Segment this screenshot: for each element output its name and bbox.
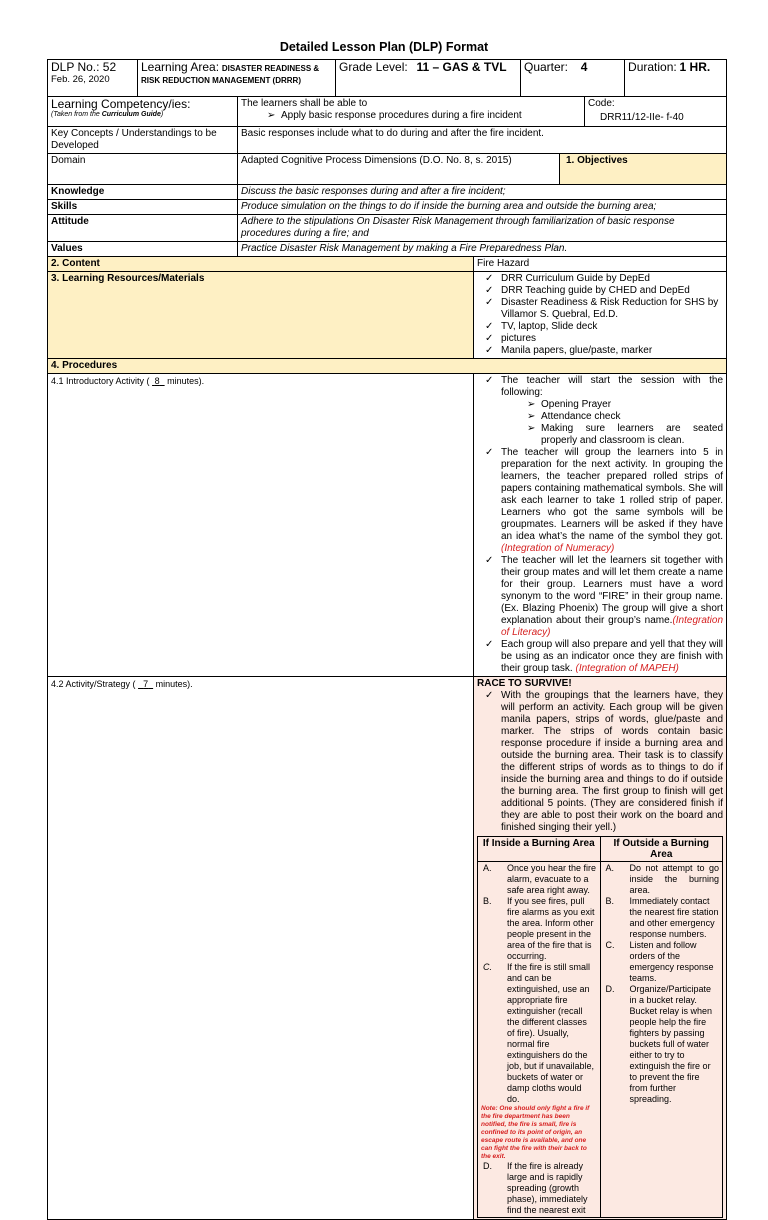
inside-item: C. If the fire is still small and can be extinguished, use an appropriate fire extinguisher (recall the different classes of fire). Usually, normal fire extinguishers do the job, but if unavailable, buckets of water or damp cloths would do. bbox=[483, 962, 595, 1104]
outside-item: D. Organize/Participate in a bucket relay. Bucket relay is when people help the fire fighters by passing buckets full of water either to try to extinguish the fire or to prevent the fire from further spreading. bbox=[605, 984, 713, 1104]
competency-source: (Taken from the Curriculum Guide) bbox=[51, 111, 164, 118]
resource-item: ✓ pictures bbox=[501, 333, 723, 345]
competency-value-cell bbox=[238, 97, 585, 127]
learning-area-label: Learning Area: bbox=[141, 60, 220, 74]
intro-sub-item: ➢ Making sure learners are seated properly and classroom is clean. bbox=[541, 423, 723, 447]
intro-activity-label: 4.1 Introductory Activity ( 8 minutes). bbox=[48, 374, 474, 677]
intro-step-naming: ✓ The teacher will let the learners sit together with their group mates and will let them create a name for their group. Learners must have a word synonym to the word “FIRE” in their group name.(Ex. Blazing Phoenix) The group will give a short explanation about their group’s name.(Integration of Literacy) bbox=[501, 555, 723, 639]
inside-item: D. If the fire is already large and is rapidly spreading (growth phase), immediately find the nearest exit bbox=[483, 1161, 588, 1215]
inside-header: If Inside a Burning Area bbox=[478, 837, 601, 862]
resources-heading: 3. Learning Resources/Materials bbox=[48, 272, 474, 359]
resource-item: ✓ Manila papers, glue/paste, marker bbox=[501, 345, 723, 357]
resource-item: ✓ Disaster Readiness & Risk Reduction for SHS by Villamor S. Quebral, Ed.D. bbox=[501, 297, 723, 321]
outside-item: A. Do not attempt to go inside the burning area. bbox=[605, 863, 720, 895]
key-concepts-label: Key Concepts / Understandings to be Developed bbox=[48, 127, 238, 154]
resource-item: ✓ DRR Teaching guide by CHED and DepEd bbox=[501, 285, 723, 297]
quarter-label: Quarter: bbox=[524, 60, 569, 74]
dlp-number: DLP No.: 52 bbox=[51, 60, 117, 74]
outside-item: C. Listen and follow orders of the emergency response teams. bbox=[605, 940, 714, 983]
outside-list bbox=[600, 862, 723, 1218]
competency-label-cell bbox=[48, 97, 238, 127]
dlp-table bbox=[47, 59, 727, 1220]
domain-value: Adapted Cognitive Process Dimensions (D.O. No. 8, s. 2015) bbox=[238, 154, 560, 185]
resources-list bbox=[477, 273, 723, 357]
objective-values-value: Practice Disaster Risk Management by making a Fire Preparedness Plan. bbox=[238, 242, 727, 257]
objective-attitude-label: Attitude bbox=[48, 215, 238, 242]
grade-level-value: 11 – GAS & TVL bbox=[416, 60, 507, 74]
intro-sub-item: ➢ Opening Prayer bbox=[541, 399, 723, 411]
intro-activity-body bbox=[474, 374, 727, 677]
response-table bbox=[477, 836, 723, 1218]
intro-step-yell: ✓ Each group will also prepare and yell that they will be using as an indicator once they are finish with their group task. (Integration of MAPEH) bbox=[501, 639, 723, 675]
code-value: DRR11/12-IIe- f-40 bbox=[600, 112, 684, 123]
objective-attitude-value: Adhere to the stipulations On Disaster Risk Management through familiarization of basic response procedures during a fire; and bbox=[238, 215, 727, 242]
activity-label: 4.2 Activity/Strategy ( 7 minutes). bbox=[48, 677, 474, 1220]
learning-area-cell bbox=[138, 60, 336, 97]
grade-level-cell bbox=[336, 60, 521, 97]
objective-values-label: Values bbox=[48, 242, 238, 257]
activity-description: ✓ With the groupings that the learners have, they will perform an activity. Each group will be given manila papers, strips of words, glue/paste and marker. The strips of words contain basic response procedure if inside a burning area and outside the burning area. Their task is to classify the different strips of words as to things to do if inside the burning area and things to do if outside the burning area. The first group to finish will get additional 5 points. (They are considered finish if they are able to post their work on the board and finished singing their yell.) bbox=[501, 690, 723, 834]
outside-header: If Outside a Burning Area bbox=[600, 837, 723, 862]
learning-area-value: DISASTER READINESS & RISK REDUCTION MANAGEMENT (DRRR) bbox=[141, 64, 320, 85]
outside-item: B. Immediately contact the nearest fire station and other emergency response numbers. bbox=[605, 896, 719, 939]
competency-label: Learning Competency/ies: bbox=[51, 97, 191, 111]
competency-intro: The learners shall be able to bbox=[241, 98, 368, 109]
quarter-cell bbox=[521, 60, 625, 97]
document-title: Detailed Lesson Plan (DLP) Format bbox=[279, 40, 489, 54]
objective-skills-label: Skills bbox=[48, 200, 238, 215]
resources-list-cell bbox=[474, 272, 727, 359]
activity-body bbox=[474, 677, 727, 1220]
objective-knowledge-value: Discuss the basic responses during and after a fire incident; bbox=[238, 185, 727, 200]
safety-note: Note: One should only fight a fire if the fire department has been notified, the fire is small, fire is confined to its point of origin, an escape route is available, and one can fight the fire with their back to the exit. bbox=[481, 1105, 590, 1160]
quarter-value: 4 bbox=[580, 60, 588, 74]
literacy-tag: (Integration of Literacy) bbox=[501, 615, 724, 638]
content-heading: 2. Content bbox=[48, 257, 474, 272]
duration-label: Duration: bbox=[628, 60, 677, 74]
resource-item: ✓ TV, laptop, Slide deck bbox=[501, 321, 723, 333]
intro-sub-item: ➢ Attendance check bbox=[541, 411, 723, 423]
mapeh-tag: (Integration of MAPEH) bbox=[575, 663, 679, 674]
inside-item: B. If you see fires, pull fire alarms as you exit the area. Inform other people present in the area of the fire that is occurring. bbox=[483, 896, 595, 961]
lesson-date: Feb. 26, 2020 bbox=[51, 74, 110, 85]
domain-label: Domain bbox=[48, 154, 238, 185]
objective-knowledge-label: Knowledge bbox=[48, 185, 238, 200]
numeracy-tag: (Integration of Numeracy) bbox=[501, 543, 615, 554]
procedures-heading: 4. Procedures bbox=[48, 359, 727, 374]
code-label: Code: bbox=[588, 98, 615, 109]
intro-step-start: ✓ The teacher will start the session with the following: ➢ Opening Prayer ➢ Attendance check ➢ Making sure learners are seated properly and classroom is clean. bbox=[501, 375, 723, 447]
code-cell bbox=[585, 97, 727, 127]
competency-item: ➢ Apply basic response procedures during a fire incident bbox=[281, 110, 581, 122]
inside-list bbox=[478, 862, 601, 1218]
duration-value: 1 HR. bbox=[679, 60, 711, 74]
inside-item: A. Once you hear the fire alarm, evacuate to a safe area right away. bbox=[483, 863, 597, 895]
activity-heading: RACE TO SURVIVE! bbox=[477, 678, 572, 689]
objective-skills-value: Produce simulation on the things to do if inside the burning area and outside the burning area; bbox=[238, 200, 727, 215]
key-concepts-value: Basic responses include what to do during and after the fire incident. bbox=[238, 127, 727, 154]
intro-step-grouping: ✓ The teacher will group the learners into 5 in preparation for the next activity. In grouping the learners, the teacher prepared rolled strips of papers containing mathematical symbols. She will ask each learner to take 1 rolled strip of paper. Learners who got the same symbols will be groupmates. Learners will be asked if they have an idea what’s the name of the symbol they got. (Integration of Numeracy) bbox=[501, 447, 723, 555]
objectives-heading: 1. Objectives bbox=[560, 154, 727, 185]
content-value: Fire Hazard bbox=[474, 257, 727, 272]
resource-item: ✓ DRR Curriculum Guide by DepEd bbox=[501, 273, 723, 285]
duration-cell bbox=[625, 60, 727, 97]
grade-level-label: Grade Level: bbox=[339, 60, 408, 74]
dlp-number-cell bbox=[48, 60, 138, 97]
